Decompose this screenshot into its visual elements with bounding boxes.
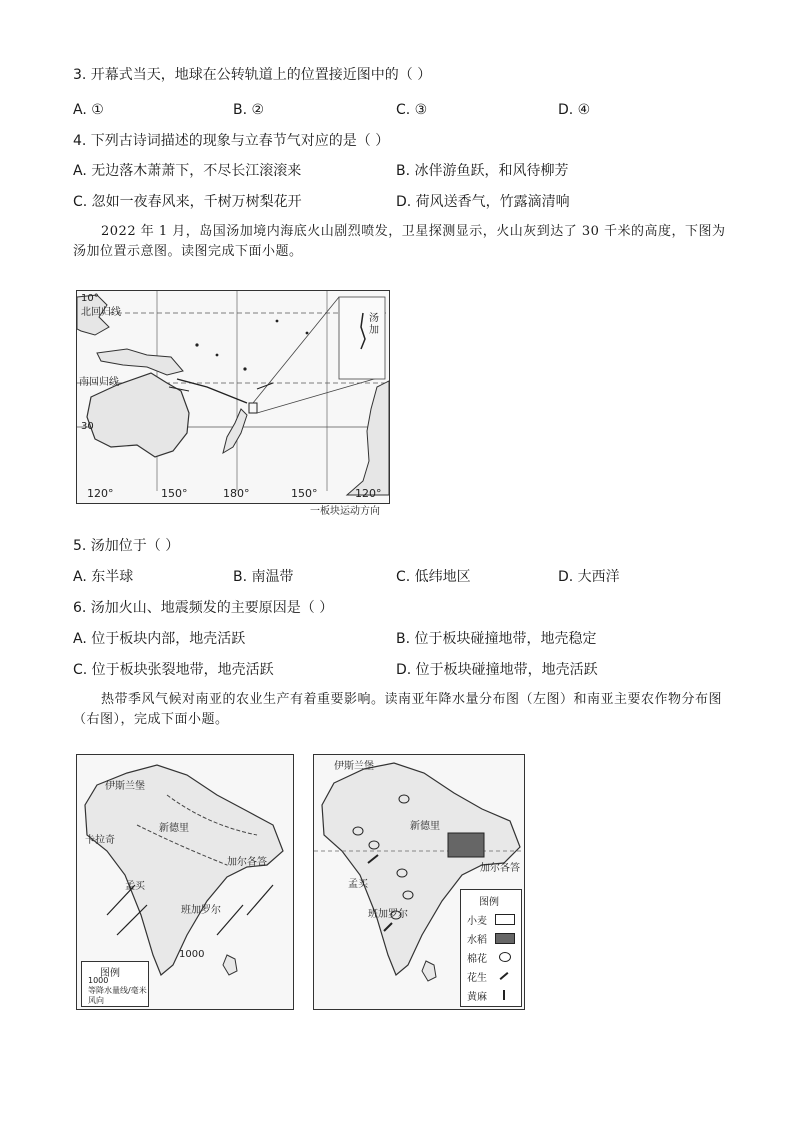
q3-option-a: A. ①	[73, 102, 104, 118]
map1-tick-5: 120°	[355, 487, 382, 500]
left-legend-item-2: 等降水量线/毫米	[88, 986, 147, 995]
right-legend-jute: 黄麻	[467, 992, 487, 1003]
left-map-label-karachi: 卡拉奇	[85, 835, 115, 846]
left-map-rain-value: 1000	[179, 949, 205, 960]
passage-south-asia-text: 热带季风气候对南亚的农业生产有着重要影响。读南亚年降水量分布图（左图）和南亚主要农作物分布图（右图），完成下面小题。	[73, 692, 723, 727]
map1-tick-3: 180°	[223, 487, 250, 500]
map1-lat-bottom: 30	[81, 421, 94, 432]
left-map-legend	[81, 961, 149, 1007]
map1-caption: 一板块运动方向	[310, 506, 380, 517]
left-legend-item-3: 风向	[88, 996, 104, 1005]
south-asia-rainfall-map	[76, 754, 294, 1010]
right-legend-peanut: 花生	[467, 973, 487, 984]
map1-tropic-south: 南回归线	[79, 377, 119, 388]
q3-option-d: D. ④	[558, 102, 591, 118]
q4-option-b: B. 冰伴游鱼跃，和风待柳芳	[396, 163, 569, 179]
right-legend-title: 图例	[479, 897, 499, 908]
right-map-label-kolkata: 加尔各答	[480, 863, 520, 874]
left-map-label-mumbai: 孟买	[125, 881, 145, 892]
q6-option-a: A. 位于板块内部，地壳活跃	[73, 631, 246, 647]
q6-option-d: D. 位于板块碰撞地带，地壳活跃	[396, 662, 598, 678]
q3-stem: 3. 开幕式当天，地球在公转轨道上的位置接近图中的（ ）	[73, 67, 432, 83]
q5-option-d: D. 大西洋	[558, 569, 620, 585]
wheat-swatch	[495, 914, 515, 925]
left-map-label-bangalore: 班加罗尔	[181, 905, 221, 916]
q5-stem: 5. 汤加位于（ ）	[73, 538, 180, 554]
map1-tick-1: 120°	[87, 487, 114, 500]
left-map-label-islamabad: 伊斯兰堡	[105, 781, 145, 792]
q5-option-b: B. 南温带	[233, 569, 294, 585]
right-map-label-new-delhi: 新德里	[410, 821, 440, 832]
map1-tick-4: 150°	[291, 487, 318, 500]
right-legend-cotton: 棉花	[467, 954, 487, 965]
map1-tropic-north: 北回归线	[81, 307, 121, 318]
q6-option-c: C. 位于板块张裂地带，地壳活跃	[73, 662, 274, 678]
passage-tonga	[73, 222, 733, 262]
rice-swatch	[495, 933, 515, 944]
south-asia-crop-map	[313, 754, 525, 1010]
passage-south-asia	[73, 690, 733, 730]
q3-option-b: B. ②	[233, 102, 265, 118]
right-map-legend	[460, 889, 522, 1007]
right-legend-wheat: 小麦	[467, 916, 487, 927]
map1-tonga-label: 汤加	[369, 313, 379, 336]
right-map-label-bangalore: 班加罗尔	[368, 909, 408, 920]
tonga-location-map	[76, 290, 390, 504]
jute-swatch	[503, 990, 505, 1000]
left-map-label-new-delhi: 新德里	[159, 823, 189, 834]
map1-tick-2: 150°	[161, 487, 188, 500]
cotton-swatch	[499, 952, 511, 962]
q4-stem: 4. 下列古诗词描述的现象与立春节气对应的是（ ）	[73, 133, 390, 149]
q4-option-a: A. 无边落木萧萧下，不尽长江滚滚来	[73, 163, 302, 179]
left-map-label-kolkata: 加尔各答	[227, 857, 267, 868]
left-legend-title: 图例	[100, 968, 120, 979]
q5-option-a: A. 东半球	[73, 569, 134, 585]
tonga-map-graphic	[77, 291, 389, 503]
right-map-label-mumbai: 孟买	[348, 879, 368, 890]
q6-stem: 6. 汤加火山、地震频发的主要原因是（ ）	[73, 600, 334, 616]
q3-option-c: C. ③	[396, 102, 428, 118]
left-legend-item-1: 1000	[88, 976, 109, 985]
right-map-label-islamabad: 伊斯兰堡	[334, 761, 374, 772]
map1-lat-top: 10°	[81, 293, 99, 304]
peanut-swatch	[500, 972, 509, 980]
q4-option-d: D. 荷风送香气，竹露滴清响	[396, 194, 570, 210]
q4-option-c: C. 忽如一夜春风来，千树万树梨花开	[73, 194, 302, 210]
right-legend-rice: 水稻	[467, 935, 487, 946]
q6-option-b: B. 位于板块碰撞地带，地壳稳定	[396, 631, 597, 647]
q5-option-c: C. 低纬地区	[396, 569, 471, 585]
passage-tonga-text: 2022 年 1 月，岛国汤加境内海底火山剧烈喷发，卫星探测显示，火山灰到达了 30 千米的高度，下图为汤加位置示意图。读图完成下面小题。	[73, 224, 726, 259]
